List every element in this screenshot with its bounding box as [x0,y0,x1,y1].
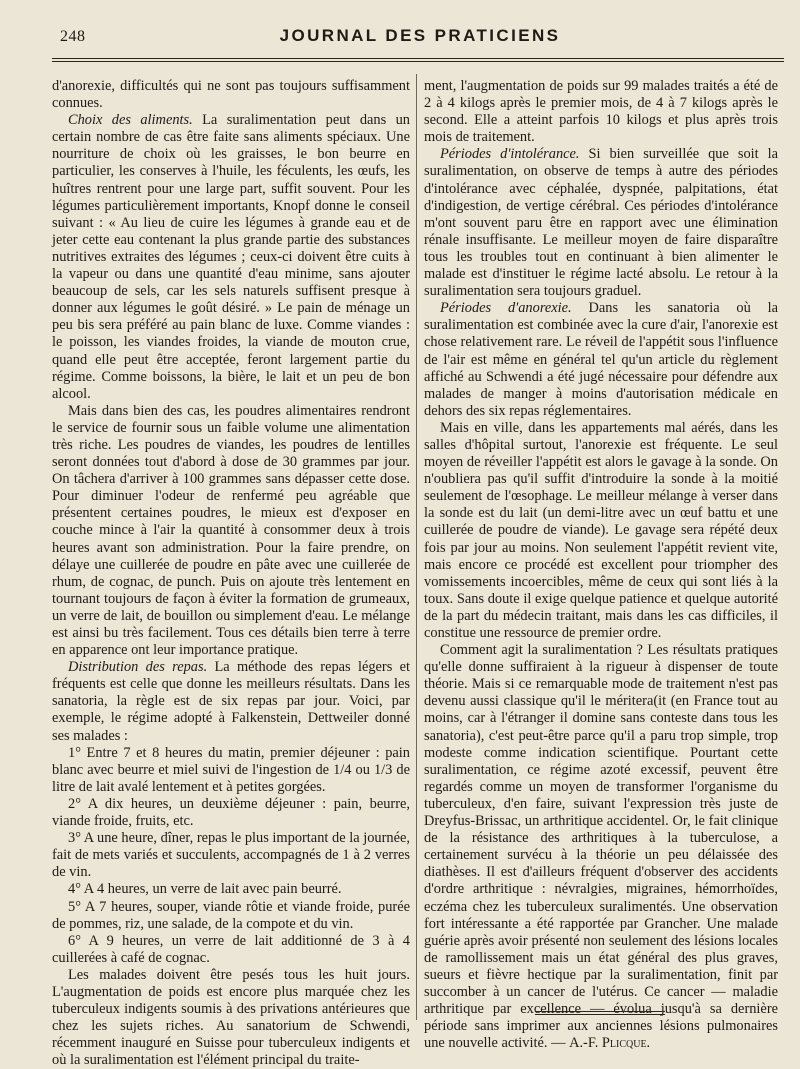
section-heading: Périodes d'anorexie. [440,300,572,317]
paragraph-text: La méthode des repas légers et fréquents est celle que donne les meilleurs résultats. Dans les sanatoria, la règle est de six repas par jour. Voici, par exemple, le régime adopté à Falkenstein, Dettweiler donné ses malades : [52,659,410,744]
page-header [54,22,786,48]
paragraph: ment, l'augmentation de poids sur 99 malades traités a été de 2 à 4 kilogs après le premier mois, de 4 à 7 kilogs après le second. Elle a atteint parfois 10 kilogs et plus après trois mois de traitement. [424,78,778,146]
section-heading: Choix des aliments. [68,112,193,129]
paragraph-text: Dans les sanatoria où la suralimentation est combinée avec la cure d'air, l'anorexie est chose relativement rare. Le réveil de l'appétit sous l'influence de l'air est même en général tel qu'un article du règlement affiché au Schwendi a été jugé nécessaire pour défendre aux malades de manger à moins d'autorisation médicale en dehors des six repas réglementaires. [424,300,778,419]
paragraph-choix-des-aliments [52,112,410,403]
column-divider [416,74,417,1020]
paragraph-periodes-d-intolerance [424,146,778,300]
meal-item-3: 3° A une heure, dîner, repas le plus important de la journée, fait de mets variés et succulents, accompagnés de 1 à 2 verres de vin. [52,830,410,881]
section-heading: Distribution des repas. [68,659,208,676]
page-number: 248 [60,28,86,45]
paragraph: Mais en ville, dans les appartements mal aérés, dans les salles d'hôpital surtout, l'anorexie est fréquente. Le seul moyen de réveiller l'appétit est alors le gavage à la sonde. On n'oubliera pas qu'il suffit d'introduire la sonde à la moitié seulement de l'œsophage. Le meilleur mélange à verser dans la sonde est du lait (un demi-litre avec un œuf battu et une cuillerée de poudre de viande). Le gavage sera répété deux fois par jour au moins. Non seulement l'appétit revient vite, mais encore ce procédé est excellent pour triompher des vomissements incoercibles, même de ceux qui sont liés à la toux. Sans doute il exige quelque patience et quelque autorité de la part du médecin traitant, mais dans les cas difficiles, il constitue une ressource de premier ordre. [424,419,778,641]
meal-item-6: 6° A 9 heures, un verre de lait additionné de 3 à 4 cuillerées à café de cognac. [52,932,410,966]
paragraph-text: La suralimentation peut dans un certain nombre de cas être faite sans aliments spéciaux. Une nourriture de choix où les graisses, le bon beurre en particulier, les conserves à l'huile, les féculents, les œufs, les huîtres rentrent pour une large part, suffit souvent. Pour les légumes particulièrement importants, Knopf donne le conseil suivant : « Au lieu de cuire les légumes à grande eau et de jeter cette eau contenant la plus grande partie des substances nutritives extraites des légumes ; ceux-ci doivent être cuits à la vapeur ou dans une quantité d'eau minime, sans ajouter beaucoup de sels, car les sels naturels suffisent presque à donner aux légumes le goût désiré. » Le pain de ménage un peu bis sera préféré au pain blanc de luxe. Comme viandes : le poisson, les viandes froides, la viande de mouton crue, quand elle peut être acceptée, feront largement partie du régime. Comme boissons, la bière, le lait et un peu de bon alcool. [52,112,410,402]
author-signature: A.-F. Plicque. [569,1035,651,1052]
meal-item-4: 4° A 4 heures, un verre de lait avec pain beurré. [68,881,342,898]
meal-item-1: 1° Entre 7 et 8 heures du matin, premier déjeuner : pain blanc avec beurre et miel suivi de l'ingestion de 1/4 ou 1/3 de litre de lait avalé lentement et à petites gorgées. [52,744,410,795]
paragraph: Les malades doivent être pesés tous les huit jours. L'augmentation de poids est encore plus marquée chez les tuberculeux indigents soumis à des privations antérieures que chez les sujets riches. Au sanatorium de Schwendi, récemment inauguré en Suisse pour tuberculeux indigents et où la suralimentation est l'élément principal du traite- [52,966,410,1069]
paragraph: Mais dans bien des cas, les poudres alimentaires rendront le service de fournir sous un faible volume une alimentation très riche. Les poudres de viandes, les poudres de lentilles seront données tout d'abord à dose de 30 grammes par jour. On tâchera d'arriver à 100 grammes sans dépasser cette dose. Pour diminuer l'odeur de renfermé peu agréable que présentent certaines poudres, le mieux est d'exposer en couche mince à l'air la quantité à consommer deux à trois heures avant son administration. Pour la faire prendre, on délaye une cuillerée de poudre en pâte avec une cuillerée de rhum, de cognac, de punch. Puis on ajoute très lentement en tournant toujours de façon à éviter la formation de grumeaux, un verre de lait, de bouillon ou simplement d'eau. Le mélange est ainsi bu très facilement. Tous ces détails bien terre à terre en apparence ont leur importance pratique. [52,402,410,659]
section-heading: Périodes d'intolérance. [440,146,580,163]
right-column [424,78,778,1052]
end-rule [535,1011,665,1015]
paragraph-distribution-des-repas [52,659,410,744]
header-rule [52,58,784,62]
meal-item-2: 2° A dix heures, un deuxième déjeuner : pain, beurre, viande froide, fruits, etc. [52,795,410,830]
paragraph-text: Comment agit la suralimentation ? Les résultats pratiques qu'elle donne suffiraient à la rigueur à dispenser de toute théorie. Mais si ce remarquable mode de traitement n'est pas devenu aussi classique qu'il le méritera(it (en France tout au moins, car à l'étranger il domine sans conteste dans tous les sanatoria), c'est peut-être parce qu'il a paru trop simple, trop modeste comme indication scientifique. Pourtant cette suralimentation, ce régime azoté excessif, peuvent être regardés comme un moyen de transformer l'organisme du tuberculeux, d'en faire, suivant l'expression très juste de Dreyfus-Brissac, un arthritique accidentel. Or, le fait clinique de la résistance des arthritiques à la tuberculose, a certainement survécu à la théorie un peu délaissée des diathèses. Il est d'ailleurs fréquent d'observer des accidents d'ordre arthritique : névralgies, migraines, hémorrhoïdes, eczéma chez les tuberculeux suralimentés. Une observation fort intéressante a été rapportée par Grancher. Une malade guérie après avoir présenté non seulement des lésions locales de ramollissement mais un état général des plus graves, sueurs et fièvre hectique par la suralimentation, finit par succomber à un cancer de l'utérus. Ce cancer — maladie arthritique par excellence — évolua jusqu'à sa dernière période sans imprimer aux anciennes lésions pulmonaires une nouvelle activité. — [424,642,778,1052]
paragraph-periodes-d-anorexie [424,300,778,420]
paragraph-text: Si bien surveillée que soit la suralimentation, on observe de temps à autre des périodes d'intolérance avec céphalée, dyspnée, palpitations, état d'indigestion, de vertige cérébral. Ces périodes d'intolérance m'ont souvent paru être en rapport avec une élimination rénale insuffisante. Le meilleur moyen de faire disparaître tous les troubles tout en continuant à bien alimenter le malade est d'instituer le régime lacté absolu. Le retour à la suralimentation sera toujours graduel. [424,146,778,300]
meal-item-5: 5° A 7 heures, souper, viande rôtie et viande froide, purée de pommes, riz, une salade, de la compote et du vin. [52,898,410,932]
paragraph-conclusion [424,642,778,1052]
journal-title: JOURNAL DES PRATICIENS [279,26,561,45]
left-column [52,78,410,1069]
paragraph: d'anorexie, difficultés qui ne sont pas toujours suffisamment connues. [52,78,410,112]
